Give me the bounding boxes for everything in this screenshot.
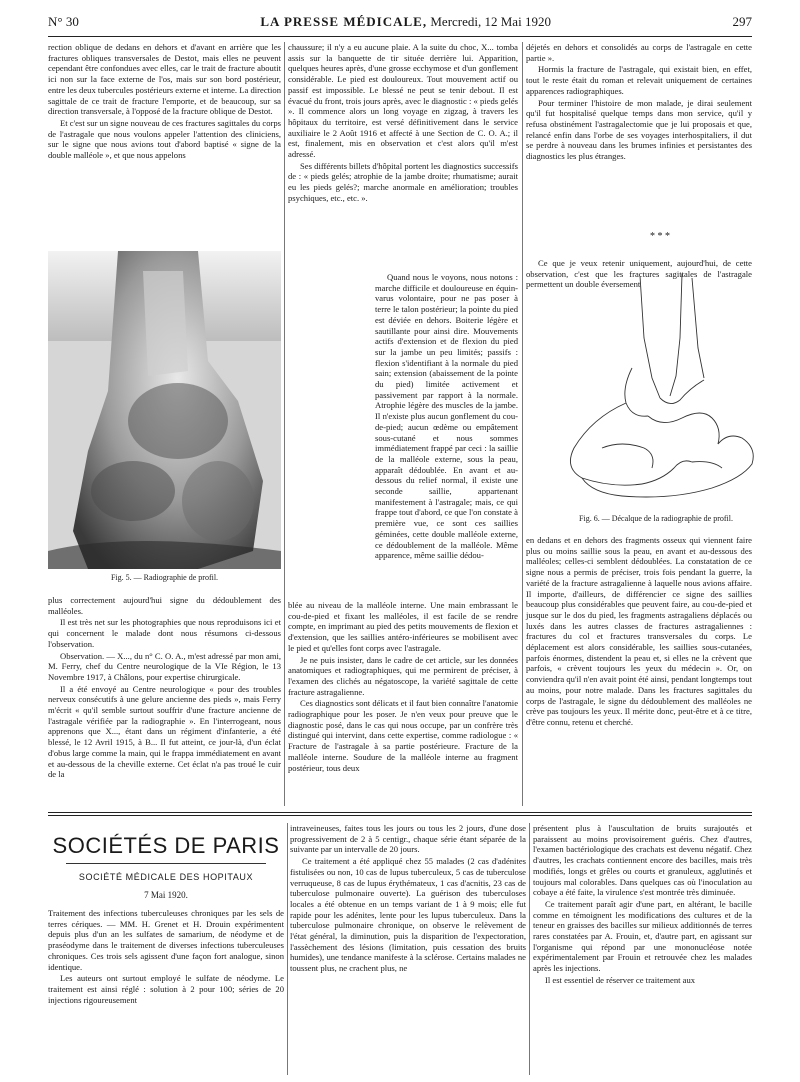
figure-6 [552,268,760,530]
column-1-top [48,42,281,162]
paragraph: Quand nous le voyons, nous notons : marche difficile et douloureuse en équin-varus volontaire, pour ne pas poser à terre le talon postérieur; la pointe du pied est déviée en dehors. Boiterie légère et sautillante pour ainsi dire. Mouvements actifs d'extension et de flexion du pied sur la jambe un peu limités; passifs : flexion s'identifiant à la normale du pied sain; extension (abaissement de la pointe du pied) limitée activement et passivement par rapport à la normale. Atrophie légère des muscles de la jambe. Il n'existe plus aucun gonflement du cou-de-pied; aucun œdème ou empâtement sous-cutané et nous sommes immédiatement frappé par ceci : la saillie de la malléole externe, sous la peau, apparaît dédoublée. En avant et au-dessous du relief normal, il existe une seconde saillie, appartenant manifestement à l'astragale; mais, ce qui frappe tout d'abord, ce que l'on constate à première vue, ce sont ces saillies géminées, cette double malléole externe, ce dédoublement de la malléole. Même apparence, même saillie dédou- [375,272,518,561]
figure-6-caption: Fig. 6. — Décalque de la radiographie de profil. [579,514,733,523]
paragraph: intraveineuses, faites tous les jours ou tous les 2 jours, d'une dose progressivement de 2 à 5 centigr., chaque série étant séparée de la suivante par un intervalle de 20 jours. [290,823,526,855]
column-divider [522,42,523,806]
paragraph: chaussure; il n'y a eu aucune plaie. A la suite du choc, X... tomba assis sur la banquette de tir située derrière lui. Apparition, quelques heures après, d'une grosse ecchymose et d'un gonflement considérable. Le pied est douloureux. Tout mouvement actif ou passif est impossible. Le blessé ne peut se tenir debout. Il est évacué du front, trois jours après, avec le diagnostic : « pieds gelés ». Il commence alors un long voyage en zigzag, à travers les hôpitaux du territoire, est versé définitivement dans le service auxiliaire le 2 Août 1916 et affecté à une Section de C. O. A.; il est, finalement, mis en observation et c'est alors qu'il m'est adressé. [288,42,518,160]
column-2-bottom [288,600,518,774]
paragraph: Ce que je veux retenir uniquement, aujourd'hui, de cette observation, c'est que les fractures sagittales de l'astragale permettent un double éversement [526,258,752,290]
paragraph: Les auteurs ont surtout employé le sulfate de néodyme. Le traitement est ainsi réglé : solution à 2 pour 100; séries de 20 injections rigoureusement [48,973,284,1005]
figure-5 [48,251,281,582]
section-rule [48,812,752,813]
paragraph: Ses différents billets d'hôpital portent les diagnostics successifs de : « pieds gelés; atrophie de la jambe droite; rhumatisme; aurait eu les pieds gelés?; marche anormale en amélioration; troubles psychiques, etc., etc. ». [288,160,518,203]
paragraph: Traitement des infections tuberculeuses chroniques par les sels de terres cériques. — MM. H. Grenet et H. Drouin expérimentent depuis plus d'un an les sulfates de samarium, de néodyme et de praséodyme dans le traitement de diverses infections tuberculeuses chroniques. Ces trois sels agissent d'une façon fort analogue, sinon identique. [48,908,284,972]
title-rule [66,863,266,864]
observation-paragraph: Observation. — X..., du n° C. O. A., m'est adressé par mon ami, M. Ferry, chef du Centre neurologique de la VIe Région, le 13 Novembre 1917, à Châlons, pour expertise chirurgicale. [48,650,281,682]
societes-col-3 [533,823,752,987]
page-number: 297 [732,14,752,29]
tracing-drawing [552,268,760,508]
paragraph: Il a été envoyé au Centre neurologique « pour des troubles nerveux consécutifs à une gelure ancienne des pieds », mais Ferry m'écrit « qu'il semble surtout souffrir d'une fracture ancienne de l'astragale vérifiée par la radiographie ». En l'interrogeant, nous apprenons que X..., étant dans un régiment d'infanterie, a été blessé, le 12 Avril 1915, à B... Il fut atteint, ce jour-là, d'un éclat d'obus large comme la main, qui le frappa immédiatement en avant et au-dessous de la cheville externe. Cet éclat n'a pas troué le cuir de la [48,683,281,780]
masthead [260,14,551,30]
paragraph: Ce traitement paraît agir d'une part, en altérant, le bacille comme en témoignent les modifications des cultures et de la teneur en graisses des bacilles sur milieux additionnés de terres rares constatées par A. Frouin, et, d'autre part, en agissant sur l'organisme qui répond par une mononucléose notée expérimentalement par Frouin et retrouvée chez les malades après les injections. [533,898,752,974]
paragraph: Je ne puis insister, dans le cadre de cet article, sur les données anatomiques et radiographiques, qui me permirent de préciser, à l'examen des clichés au négatoscope, la variété sagittale de cette fracture astragalienne. [288,654,518,697]
paragraph: Il est essentiel de réserver ce traitement aux [545,974,696,985]
column-2-top [288,42,518,205]
column-divider [284,42,285,806]
column-divider [529,823,530,1075]
societes-section [48,823,284,1006]
section-rule-thin [48,815,752,816]
paragraph: en dedans et en dehors des fragments osseux qui viennent faire plus ou moins saillie sous la peau, en avant et au-dessous des malléoles; celles-ci semblent dédoublées. La constatation de ce signe nous a permis de préciser, trois fois pendant la guerre, la variété de la fracture astragalienne à laquelle nous avions affaire. Il importe, d'ailleurs, de différencier ce signe des saillies beaucoup plus considérables que peuvent faire, au cou-de-pied et jusque sur le dos du pied, les fragments astragaliens déplacés ou luxés dans les autres classes de fractures astragaliennes : fractures du col et fractures transversales du corps. Le déplacement est alors considérable, les saillies sous-cutanées, parfois énormes, distendent la peau et, si elles ne la crèvent que parfois, « crèvent toujours les yeux du médecin ». Or, on conviendra qu'il n'en avait point été ainsi, pendant longtemps tout au moins, pour notre malade. Dans les fractures sagittales du corps de l'astragale, le signe du dédoublement des malléoles ne crève pas toujours les yeux. Il mérite donc, peut-être et à ce titre, d'être connu, retenu et cherché. [526,535,752,727]
column-2-mid [375,272,518,562]
paragraph: Hormis la fracture de l'astragale, qui existait bien, en effet, tout le reste était du roman et relevait uniquement de certaines apparences radiographiques. [526,64,752,96]
journal-title: LA PRESSE MÉDICALE, [260,14,428,29]
section-stars: * * * [650,231,670,242]
paragraph: rection oblique de dedans en dehors et d'avant en arrière que les fractures obliques transversales de Destot, mais elles ne peuvent cependant être confondues avec elles, car le trait de fracture aboutit ici non sur la face externe de l'os, mais sur son bord postérieur, entre les deux tubercules postérieurs externe et interne. La direction sagittale de ce trait de fracture l'emporte, et de beaucoup, sur sa direction transversale, à l'opposé de la fracture oblique de Destot. [48,42,281,117]
meeting-date: 7 Mai 1920. [144,890,188,900]
page-header [48,14,752,37]
paragraph: blée au niveau de la malléole interne. Une main embrassant le cou-de-pied et fixant les malléoles, il est facile de se rendre compte, en imprimant au pied des petits mouvements de flexion et d'extension, que les saillies antéro-inférieures se mobilisent avec le pied et qu'elles font corps avec l'astragale. [288,600,518,653]
section-title: SOCIÉTÉS DE PARIS [52,833,280,858]
paragraph: Ce traitement a été appliqué chez 55 malades (2 cas d'adénites fistulisées ou non, 10 cas de lupus tuberculeux, 5 cas de tuberculose verruqueuse, 8 cas de lupus érythémateux, 1 cas d'acnitis, 23 cas de tuberculose pulmonaire ouverte). La guérison des tuberculoses locales a été obtenue en un temps variant de 1 à 9 mois; elle fut rapide pour les adénites, lente pour les lupus tuberculeux. Dans la tuberculose pulmonaire chronique, on observe le relèvement de l'état général, la diminution, puis la disparition de l'expectoration, l'assèchement des lésions (limitation, puis cessation des bruits humides), une tendance manifeste à la sclérose. Certains malades ne toussent plus, ne crachent plus, ne [290,856,526,974]
column-3-top [526,42,752,163]
paragraph: plus correctement aujourd'hui signe du dédoublement des malléoles. [48,595,281,616]
radiograph-photo [48,251,281,569]
society-name: SOCIÉTÉ MÉDICALE DES HOPITAUX [78,872,254,882]
paragraph: Il est très net sur les photographies que nous reproduisons ici et qui concernent le malade dont nous résumons ci-dessous l'observation. [48,617,281,649]
column-3-bottom [526,535,752,729]
issue-date: Mercredi, 12 Mai 1920 [430,14,551,29]
paragraph: présentent plus à l'auscultation de bruits surajoutés et paraissent au moins provisoirement guéris. Chez d'autres, l'examen bactériologique des crachats est devenu négatif. Chez d'autres, les crachats contiennent encore des bacilles, mais très modifiés, longs et grêles ou courts et granuleux, agglutinés et toujours mal colorables. Dans quelques cas où l'inoculation au cobaye a été faite, la virulence s'est montrée très diminuée. [533,823,752,898]
societes-col-1 [48,908,284,1005]
paragraph: déjetés en dehors et consolidés au corps de l'astragale en cette partie ». [526,42,752,63]
column-divider [287,823,288,1075]
paragraph: Ces diagnostics sont délicats et il faut bien connaître l'anatomie radiographique pour les poser. Je n'en veux pour preuve que le diagnostic posé, dans le cas qui nous occupe, par un confrère très distingué qui intervint, dans cette expertise, comme radiologue : « Fracture de l'astragale à sa partie postérieure. Fracture de la malléole interne. Soudure de la malléole interne au fragment postérieur, tous deux [288,698,519,773]
societes-col-2 [290,823,526,975]
paragraph: Pour terminer l'histoire de mon malade, je dirai seulement qu'il fut hospitalisé quelque temps dans mon service, qu'il y refusa obstinément l'astragalectomie que je lui proposais et que, relancé enfin dans l'orbe de ses voyages interhospitaliers, il dut se perdre à nouveau dans les brumes infinies et persistantes des diagnostics les plus étranges. [526,97,752,162]
issue-number: N° 30 [48,14,79,29]
figure-5-caption: Fig. 5. — Radiographie de profil. [110,573,219,582]
paragraph: Et c'est sur un signe nouveau de ces fractures sagittales du corps de l'astragale que nous voulons appeler l'attention des cliniciens, sur le signe que nous avions tout d'abord baptisé « signe de la double malléole », et que nous appelons [48,117,281,161]
column-1-bottom [48,595,281,781]
